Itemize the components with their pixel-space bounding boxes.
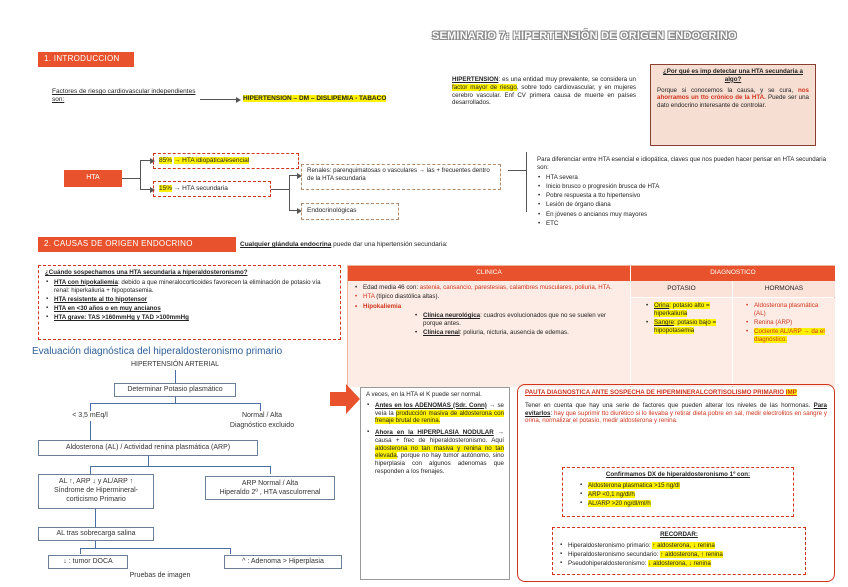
potasio-sangre: • Sangre: potasio bajo = hipopotasemia <box>645 319 726 335</box>
clinica-diagnostico-table <box>347 265 835 387</box>
k-normal-callout <box>360 387 510 580</box>
clue-item: • HTA severa <box>537 174 833 182</box>
hta-secundaria-box: 15% → HTA secundaria <box>153 181 271 197</box>
suspect-title: ¿Cuándo sospechamos una HTA secundaria a hiperaldosteronismo? <box>45 269 248 276</box>
flow-low-k: < 3,5 mEq/l <box>72 412 108 419</box>
risk-factors-label: Factores de riesgo cardiovascular independientes son: <box>52 88 196 104</box>
clue-item: • Inicio brusco o progresión brusca de HTA <box>537 183 833 191</box>
suspect-item: ▪ HTA grave: TAS >160mmHg y TAD >100mmHg <box>45 314 334 322</box>
suspect-item: ▪ HTA en <30 años o en muy ancianos <box>45 305 334 313</box>
confirm-box <box>562 467 794 517</box>
recordar-item: ▪ Hiperaldosteronismo primario: ↑ aldosterona, ↓ renina <box>559 542 799 550</box>
clinica-hta: • HTA (típico diastólica altas). <box>354 293 624 301</box>
callout-adenomas: ▪ Antes en los ADENOMAS (Sdr. Conn) → se veía la producción masiva de aldosterona con frenaje brutal de renina. <box>366 402 504 425</box>
clue-item: • Pobre respuesta a tto hipertensivo <box>537 192 833 200</box>
clinica-edad: • Edad media 46 con: astenia, cansancio, parestesias, calambres musculares, poliuria, HTA. <box>354 284 624 292</box>
section-introduccion: 1. INTRODUCCION <box>38 52 134 67</box>
recordar-box <box>552 527 806 575</box>
pauta-diagnostica-box <box>517 384 835 582</box>
clinica-hipokaliemia: • Hipokaliemia <box>354 303 624 311</box>
flow-subtitle: HIPERTENSIÓN ARTERIAL <box>130 361 220 368</box>
confirm-item: ▪ ARP <0,1 ng/dl/h <box>579 491 787 499</box>
hormona-item: • Aldosterona plasmática (AL) <box>745 302 829 318</box>
recordar-item: ▪ Pseudohiperaldosteronismo: ↓ aldosterona, ↓ renina <box>559 560 799 568</box>
flow-salt-box: AL tras sobrecarga salina <box>38 527 154 541</box>
hta-label: HTA <box>64 170 122 187</box>
suspect-item: ▪ HTA resistente al tto hipotensor <box>45 296 334 304</box>
clinica-renal: • Clínica renal: poliuria, nicturia, ausencia de edemas. <box>414 329 624 337</box>
flow-doca-box: ↓ : tumor DOCA <box>48 555 128 569</box>
secondary-clues <box>537 156 833 229</box>
clue-item: • En jóvenes o ancianos muy mayores <box>537 211 833 219</box>
suspect-box <box>38 265 341 340</box>
clue-item: • Lesión de órgano diana <box>537 201 833 209</box>
why-detect-text: Porque si conocemos la causa, y se cura, nos ahorramos un tto crónico de la HTA. Puede ser una dato endocrino interesante de controlar. <box>657 86 809 109</box>
risk-arrow <box>200 99 236 100</box>
renales-box: Renales: parenquimatosas o vasculares → las + frecuentes dentro de la HTA secundaria <box>301 164 501 190</box>
flow-al-arp-box: Aldosterona (AL) / Actividad renina plasmática (ARP) <box>38 440 258 456</box>
why-detect-title: ¿Por qué es imp detectar una HTA secundaria a algo? <box>663 68 803 83</box>
clinica-neuro: • Clínica neurológica: cuadros evolucionados que no se suelen ver porque antes. <box>414 312 624 328</box>
pauta-title: PAUTA DIAGNOSTICA ANTE SOSPECHA DE HIPERMINERALCORTISOLISMO PRIMARIO IMP <box>525 389 797 396</box>
flow-secondary-box: ARP Normal / Alta Hiperaldo 2º , HTA vasculorrenal <box>205 476 335 500</box>
flow-normal-k: Normal / Alta <box>241 412 283 419</box>
flow-primary-box: AL ↑, ARP ↓ y AL/ARP ↑ Síndrome de Hipermineral- corticismo Primario <box>38 474 154 509</box>
clinica-cell <box>348 281 630 387</box>
page-title: SEMINARIO 7: HIPERTENSIÓN DE ORIGEN ENDOCRINO <box>432 30 737 42</box>
flow-adenoma-box: ^ : Adenoma > Hiperplasia <box>224 555 342 569</box>
potasio-header: POTASIO <box>631 281 732 297</box>
suspect-item: ▪ HTA con hipokaliemia: debido a que mineralocorticoides favorecen la eliminación de potasio vía renal: hiperkaliuria + hipopotasemia. <box>45 279 334 295</box>
diagnostico-header: DIAGNOSTICO <box>631 266 835 281</box>
clues-intro: Para diferenciar entre HTA esencial e idiopática, claves que nos pueden hacer pensar en HTA secundaria son: <box>537 156 827 171</box>
potasio-cell <box>631 298 732 387</box>
hta-esencial-box: 85% → HTA idiopática/esencial <box>153 153 299 169</box>
hormonas-header: HORMONAS <box>733 281 835 297</box>
endocrinologicas-box: Endocrinológicas <box>301 203 399 220</box>
recordar-item: ▪ Hiperaldosteronismo secundario: ↑ aldosterona, ↑ renina <box>559 551 799 559</box>
flow-potasio-box: Determinar Potasio plasmático <box>114 383 236 397</box>
hormonas-cell <box>733 298 835 387</box>
causes-note: Cualquier glándula endocrina puede dar una hipertensión secundaria: <box>240 241 448 248</box>
flow-excluded: Diagnóstico excluido <box>229 422 295 429</box>
confirm-item: ▪ Aldosterona plasmatica >15 ng/dl <box>579 482 787 490</box>
confirm-title: Confirmamos DX de hiperaldosteronismo 1º con: <box>605 471 751 478</box>
flow-title: Evaluación diagnóstica del hiperaldosteronismo primario <box>32 346 283 357</box>
hormona-item: • Cociente AL/ARP → da el diagnóstico. <box>745 328 829 344</box>
hipertension-definition: HIPERTENSION: es una entidad muy prevalente, se considera un factor mayor de riesgo, sobre todo cardiovascular, y en mujeres cerebro vascular. Enf CV primera causa de muerte en países desarrollados. <box>452 76 637 107</box>
risk-factors-list: HIPERTENSION – DM – DISLIPEMIA - TABACO <box>243 95 387 102</box>
big-arrow-icon <box>330 384 362 414</box>
recordar-title: RECORDAR: <box>660 531 698 538</box>
potasio-orina: • Orina: potasio alto = hiperkaliuria <box>645 302 726 318</box>
confirm-item: ▪ AL/ARP >20 ng/dl/ml/h <box>579 500 787 508</box>
callout-hiperplasia: ▪ Ahora en la HIPERPLASIA NODULAR → causa + frec de hiperaldosteronismo. Aquí aldosterona no tan masiva y renina no tan elevada, porque no hay tumor autónomo, sino hiperplasia con algunos adenomas que responden a los frenajes. <box>366 429 504 476</box>
pauta-text: Tener en cuenta que hay una serie de factores que pueden alterar los niveles de las hormonas. Para evitarlos: hay que suprimir tto diurético si lo llevaba y retirar dieta pobre en sal, medir electrolitos en sangre y orina, normalizar el potasio, medir aldosterona y renina. <box>525 401 827 425</box>
flow-imaging: Pruebas de imagen <box>129 572 191 579</box>
hormona-item: • Renina (ARP) <box>745 319 829 327</box>
why-detect-box <box>650 64 816 146</box>
clue-item: • ETC <box>537 220 833 228</box>
callout-intro: A veces, en la HTA el K puede ser normal. <box>366 391 482 398</box>
clinica-header: CLINICA <box>348 266 630 281</box>
section-causas: 2. CAUSAS DE ORIGEN ENDOCRINO <box>38 237 236 252</box>
